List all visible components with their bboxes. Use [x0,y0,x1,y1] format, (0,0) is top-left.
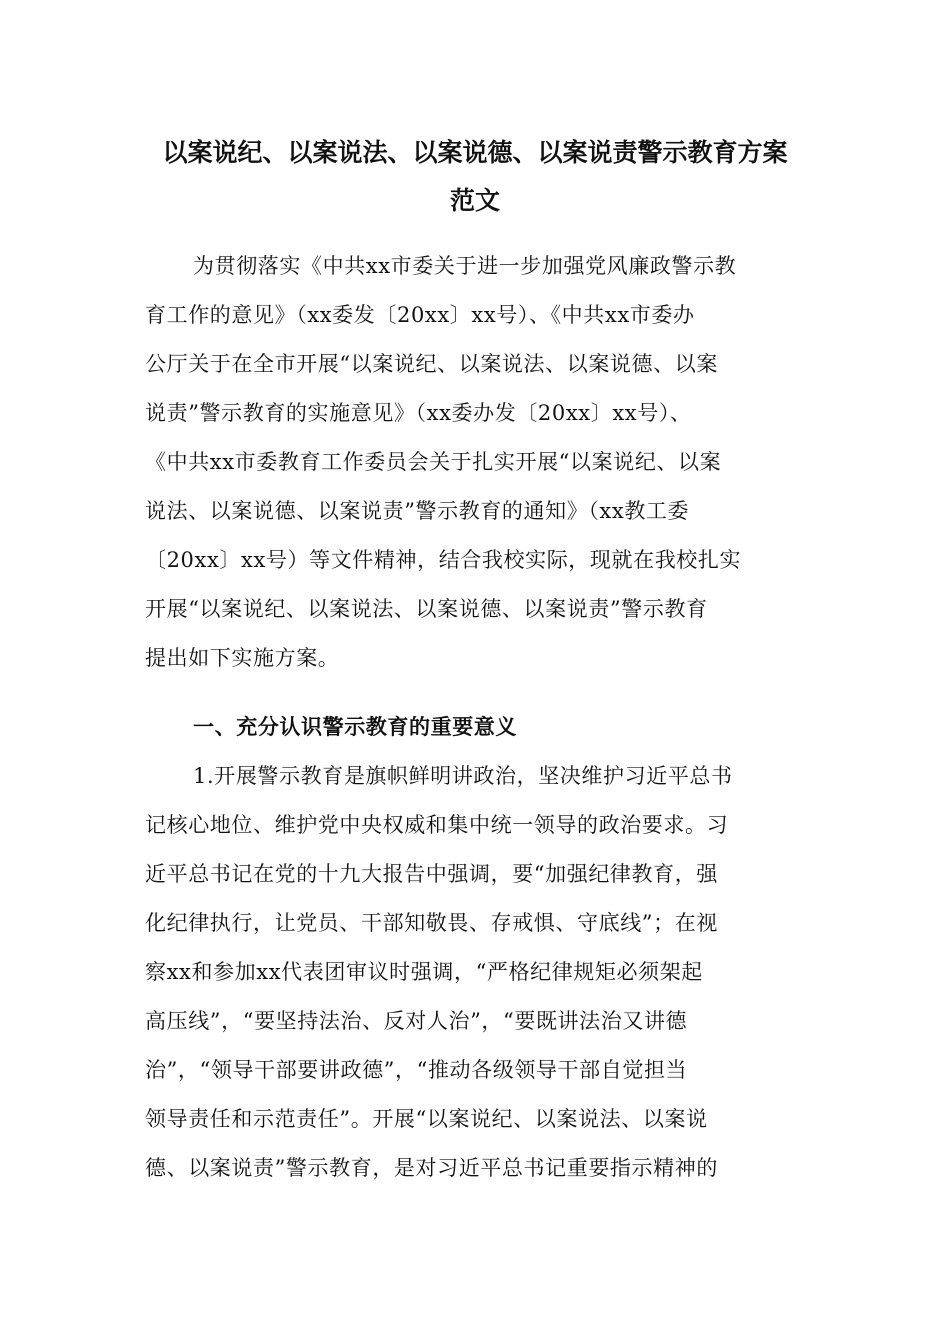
intro-line: 提出如下实施方案。 [145,646,340,670]
document-title-line-1: 以案说纪、以案说法、以案说德、以案说责警示教育方案 [162,138,788,167]
section-line: 近平总书记在党的十九大报告中强调，要“加强纪律教育，强 [145,862,718,886]
intro-line: 说法、以案说德、以案说责”警示教育的通知》（xx教工委 [145,499,690,523]
intro-line: 公厅关于在全市开展“以案说纪、以案说法、以案说德、以案 [145,352,718,376]
intro-line: 《中共xx市委教育工作委员会关于扎实开展“以案说纪、以案 [145,450,722,474]
section-line: 察xx和参加xx代表团审议时强调，“严格纪律规矩必须架起 [145,960,703,984]
section-line: 治”，“领导干部要讲政德”，“推动各级领导干部自觉担当 [145,1058,688,1082]
section-line: 德、以案说责”警示教育，是对习近平总书记重要指示精神的 [145,1156,718,1180]
intro-line: 〔20xx〕xx号）等文件精神，结合我校实际，现就在我校扎实 [145,548,742,572]
section-heading: 一、充分认识警示教育的重要意义 [193,715,517,739]
intro-line: 为贯彻落实《中共xx市委关于进一步加强党风廉政警示教 [193,254,737,278]
intro-line: 育工作的意见》（xx委发〔20xx〕xx号）、《中共xx市委办 [145,303,695,327]
intro-line: 开展“以案说纪、以案说法、以案说德、以案说责”警示教育 [145,597,708,621]
document-title-line-2: 范文 [449,186,500,215]
section-line: 化纪律执行，让党员、干部知敬畏、存戒惧、守底线”；在视 [145,911,718,935]
section-line: 1.开展警示教育是旗帜鲜明讲政治，坚决维护习近平总书 [193,764,733,788]
section-line: 高压线”，“要坚持法治、反对人治”，“要既讲法治又讲德 [145,1009,688,1033]
section-line: 记核心地位、维护党中央权威和集中统一领导的政治要求。习 [145,813,729,837]
section-line: 领导责任和示范责任”。开展“以案说纪、以案说法、以案说 [145,1107,708,1131]
intro-line: 说责”警示教育的实施意见》（xx委办发〔20xx〕xx号）、 [145,401,692,425]
